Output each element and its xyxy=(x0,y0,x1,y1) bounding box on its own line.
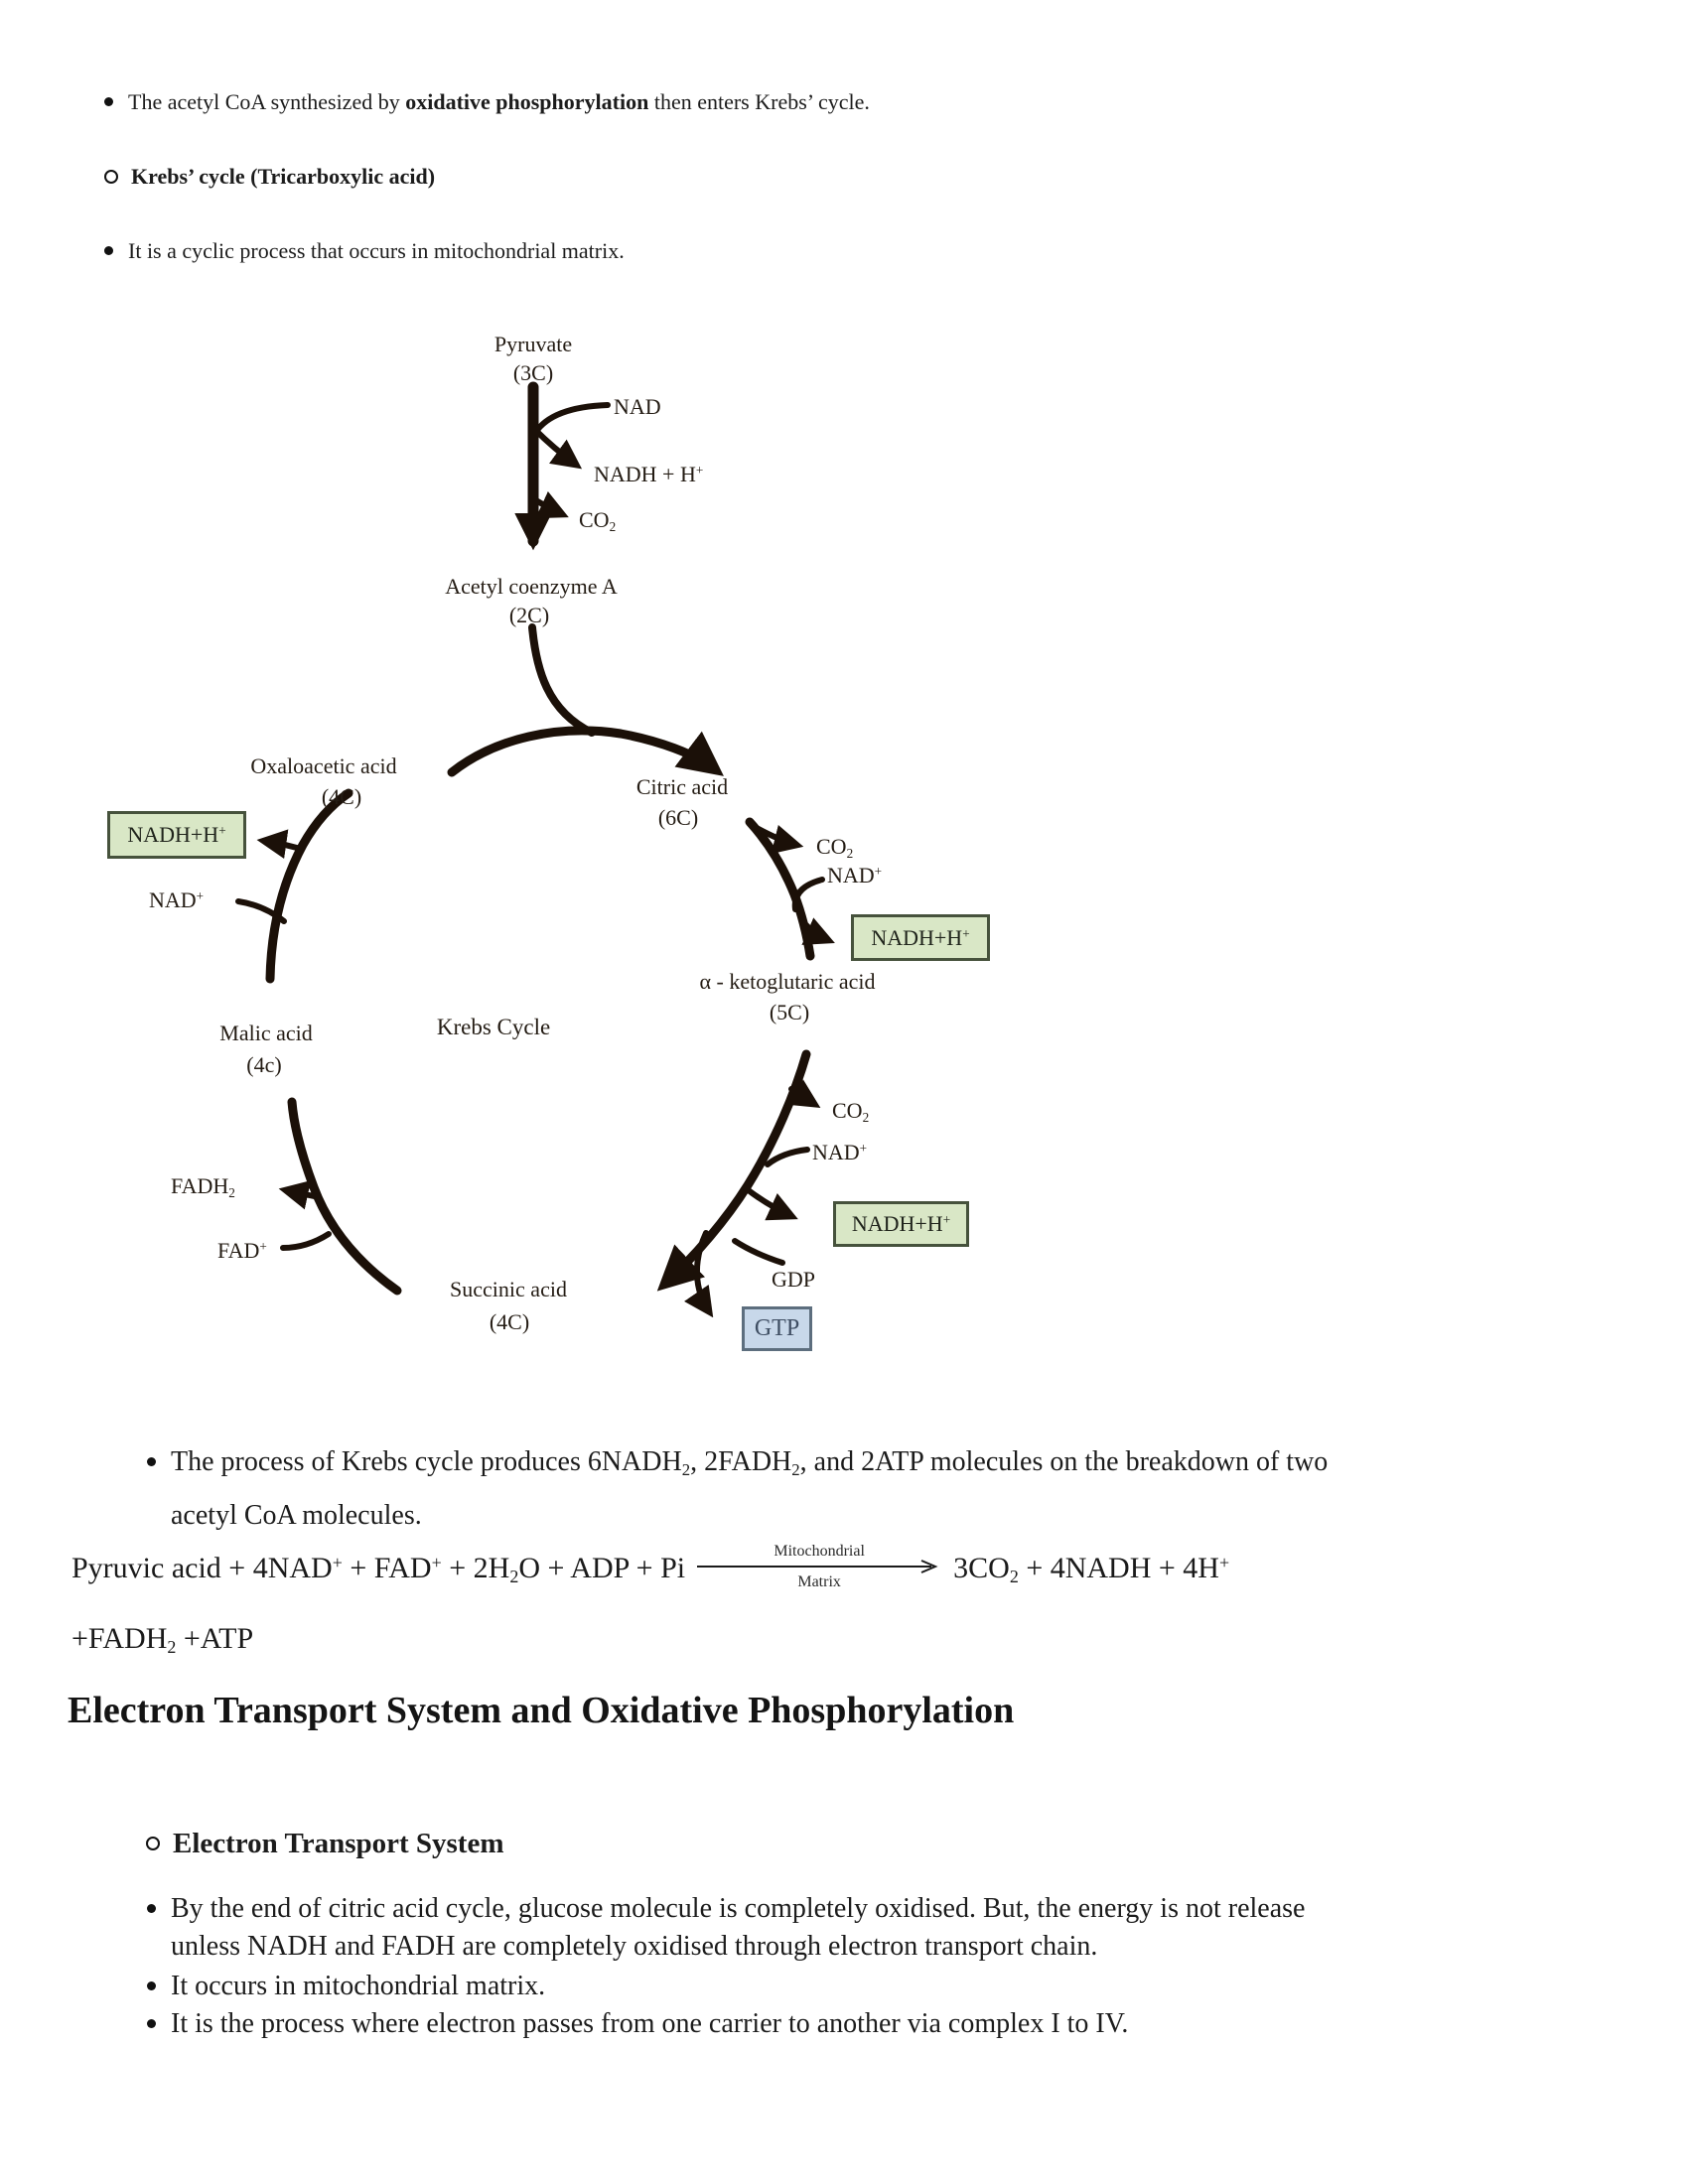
bullet-dot-icon xyxy=(147,1981,156,1990)
plus-sup: + xyxy=(695,463,704,478)
nadh-box-text xyxy=(127,822,225,848)
plus-sup: + xyxy=(874,864,883,880)
nad-plus-label-left xyxy=(149,887,204,913)
eq-sub: 2 xyxy=(1009,1566,1019,1586)
alpha-ketoglutaric-label: α - ketoglutaric acid xyxy=(699,969,876,994)
co2-sub: 2 xyxy=(846,845,854,861)
summary-part: , and 2ATP molecules on the breakdown of two xyxy=(799,1446,1329,1477)
bullet-cyclic-process xyxy=(104,236,625,266)
fad-base: FAD xyxy=(217,1238,260,1263)
co2-sub: 2 xyxy=(609,518,617,534)
bullet-ring-icon xyxy=(146,1837,160,1850)
arrow-nadh-out-left xyxy=(264,841,297,848)
eq-sup: + xyxy=(332,1552,343,1572)
nad-base: NAD xyxy=(812,1140,860,1164)
reaction-arrow xyxy=(695,1543,943,1590)
bullet-dot-icon xyxy=(147,1904,156,1913)
eq-part: Pyruvic acid + 4NAD xyxy=(71,1551,333,1584)
eq-sub: 2 xyxy=(167,1637,177,1658)
citric-acid-label: Citric acid xyxy=(635,774,729,799)
curve-fad-in xyxy=(283,1234,329,1248)
malic-carbons-label: (4c) xyxy=(246,1052,282,1077)
nadh-box-right-lower xyxy=(833,1201,969,1247)
arrow-nadh-out-right-upper xyxy=(802,921,828,940)
acetyl-coa-label: Acetyl coenzyme A xyxy=(445,574,618,599)
acetyl-carbons-label: (2C) xyxy=(508,603,550,627)
krebs-equation xyxy=(71,1543,1230,1658)
summary-part: , 2FADH xyxy=(690,1446,792,1477)
arrow-top-label: Mitochondrial xyxy=(774,1543,865,1560)
eq-part: 3CO xyxy=(953,1551,1010,1584)
arrow-fadh2-out xyxy=(286,1190,319,1197)
arrow-nadh-out-top xyxy=(534,429,576,465)
arc-succinic-to-malic xyxy=(292,1102,397,1291)
arc-malic-to-oxaloacetic xyxy=(270,793,349,979)
eq-part: + 4NADH + 4H xyxy=(1018,1551,1219,1584)
curve-acetyl-to-cycle xyxy=(532,627,592,733)
eq-part: O + ADP + Pi xyxy=(518,1551,686,1584)
section-heading: Electron Transport System and Oxidative Phosphorylation xyxy=(68,1690,1015,1731)
nadh-box-base: NADH+H xyxy=(871,924,963,950)
nad-plus-label-right-lower xyxy=(812,1140,867,1165)
ets-energy-line-2: unless NADH and FADH are completely oxidised through electron transport chain. xyxy=(171,1931,1098,1962)
plus-sup: + xyxy=(942,1212,951,1228)
bullet-dot-icon xyxy=(104,97,113,106)
fadh2-label xyxy=(171,1173,235,1199)
succinic-acid-label: Succinic acid xyxy=(450,1277,567,1301)
equation-line-2 xyxy=(71,1622,1229,1656)
gdp-label: GDP xyxy=(772,1267,816,1292)
summary-line-2: acetyl CoA molecules. xyxy=(171,1500,422,1531)
citric-carbons-label: (6C) xyxy=(657,805,699,830)
bullet-text-bold: oxidative phosphorylation xyxy=(405,89,649,114)
nadh-box-left xyxy=(107,811,246,859)
arc-citric-to-ketoglutaric xyxy=(750,822,810,956)
co2-base: CO xyxy=(579,507,610,532)
co2-label-top xyxy=(579,507,616,533)
curve-nad-in-right-upper xyxy=(795,880,822,909)
curve-nad-in-top xyxy=(535,405,608,433)
bullet-ets-subheading xyxy=(146,1825,504,1862)
co2-sub: 2 xyxy=(862,1109,870,1125)
co2-base: CO xyxy=(832,1098,863,1123)
plus-sup: + xyxy=(859,1141,868,1157)
nad-base: NAD xyxy=(149,887,197,912)
nadh-box-base: NADH+H xyxy=(851,1211,943,1236)
curve-nad-in-right-lower xyxy=(768,1150,807,1164)
bullet-cyclic-process-text: It is a cyclic process that occurs in mitochondrial matrix. xyxy=(128,238,625,263)
bullet-ets-energy xyxy=(147,1890,1305,1966)
summary-line-1 xyxy=(171,1435,1328,1489)
curve-gdp-in xyxy=(735,1241,782,1263)
oxaloacetic-label: Oxaloacetic acid xyxy=(250,753,397,778)
bullet-acetyl-coa-text xyxy=(128,87,870,117)
pyruvate-label: Pyruvate xyxy=(493,332,573,356)
krebs-cycle-subheading: Krebs’ cycle (Tricarboxylic acid) xyxy=(131,164,436,189)
ets-matrix-text: It occurs in mitochondrial matrix. xyxy=(171,1971,546,2001)
eq-sup: + xyxy=(1218,1552,1230,1572)
eq-part: +FADH xyxy=(71,1622,168,1655)
eq-part: +ATP xyxy=(176,1622,254,1655)
bullet-ring-icon xyxy=(104,170,118,184)
eq-sup: + xyxy=(431,1552,442,1572)
eq-part: + FAD xyxy=(342,1551,432,1584)
fad-plus-label xyxy=(217,1238,267,1264)
arc-oxaloacetic-to-citric xyxy=(452,731,715,772)
co2-label-right-lower xyxy=(832,1098,869,1124)
ets-energy-line-1: By the end of citric acid cycle, glucose molecule is completely oxidised. But, the energy is not release xyxy=(171,1893,1306,1924)
nadh-box-right-upper xyxy=(851,914,990,961)
alpha-ketoglutaric-carbons-label: (5C) xyxy=(769,1000,810,1024)
arrow-co2-out-top xyxy=(534,499,562,514)
ets-complex-text: It is the process where electron passes from one carrier to another via complex I to IV. xyxy=(171,2008,1129,2039)
nadh-box-text xyxy=(852,1211,950,1237)
bullet-dot-icon xyxy=(104,246,113,255)
nad-base: NAD xyxy=(827,863,875,887)
nad-plus-label-right-upper xyxy=(827,863,882,888)
eq-part: + 2H xyxy=(441,1551,510,1584)
krebs-cycle-center-label: Krebs Cycle xyxy=(436,1015,551,1039)
plus-sup: + xyxy=(218,823,226,839)
plus-sup: + xyxy=(962,925,970,941)
krebs-summary-text xyxy=(171,1435,1328,1543)
bullet-krebs-heading xyxy=(104,162,435,192)
fadh2-sub: 2 xyxy=(791,1459,800,1479)
fadh-base: FADH xyxy=(171,1173,229,1198)
malic-acid-label: Malic acid xyxy=(219,1021,313,1045)
arc-ketoglutaric-to-succinic xyxy=(665,1054,806,1284)
co2-label-right-upper xyxy=(816,834,853,860)
nadh-h-base: NADH + H xyxy=(594,462,696,486)
co2-base: CO xyxy=(816,834,847,859)
bullet-ets-complex xyxy=(147,2005,1128,2043)
ets-subheading-text: Electron Transport System xyxy=(173,1828,504,1859)
bullet-text-pre: The acetyl CoA synthesized by xyxy=(128,89,406,114)
bullet-dot-icon xyxy=(147,1457,156,1466)
arrow-co2-out-right-lower xyxy=(791,1089,814,1104)
eq-sub: 2 xyxy=(509,1566,519,1586)
nadh-box-text xyxy=(871,925,969,951)
summary-part: The process of Krebs cycle produces 6NADH xyxy=(171,1446,682,1477)
right-arrow-icon xyxy=(695,1560,943,1573)
arrow-gtp-out xyxy=(697,1233,709,1311)
nadh2-sub: 2 xyxy=(681,1459,691,1479)
oxaloacetic-carbons-label: (4C) xyxy=(321,784,362,809)
bullet-krebs-summary xyxy=(147,1435,1328,1543)
arrow-co2-out-right-upper xyxy=(757,828,796,845)
ets-energy-text xyxy=(171,1890,1305,1966)
nadh-h-label-top xyxy=(594,462,703,487)
bullet-text-post: then enters Krebs’ cycle. xyxy=(648,89,870,114)
bullet-ets-matrix xyxy=(147,1968,545,2005)
pyruvate-carbons-label: (3C) xyxy=(512,360,554,385)
fadh-sub: 2 xyxy=(228,1184,235,1200)
curve-nad-in-left xyxy=(238,901,284,921)
bullet-acetyl-coa xyxy=(104,87,870,117)
nadh-box-base: NADH+H xyxy=(127,822,219,847)
bullet-dot-icon xyxy=(147,2019,156,2028)
arrow-bottom-label: Matrix xyxy=(797,1573,841,1590)
succinic-carbons-label: (4C) xyxy=(489,1309,530,1334)
plus-sup: + xyxy=(259,1239,267,1255)
equation-line-1 xyxy=(71,1543,1230,1594)
gtp-box: GTP xyxy=(742,1306,812,1351)
arrow-nadh-out-right-lower xyxy=(746,1188,791,1216)
plus-sup: + xyxy=(196,888,205,904)
nad-label-top: NAD xyxy=(614,394,661,419)
